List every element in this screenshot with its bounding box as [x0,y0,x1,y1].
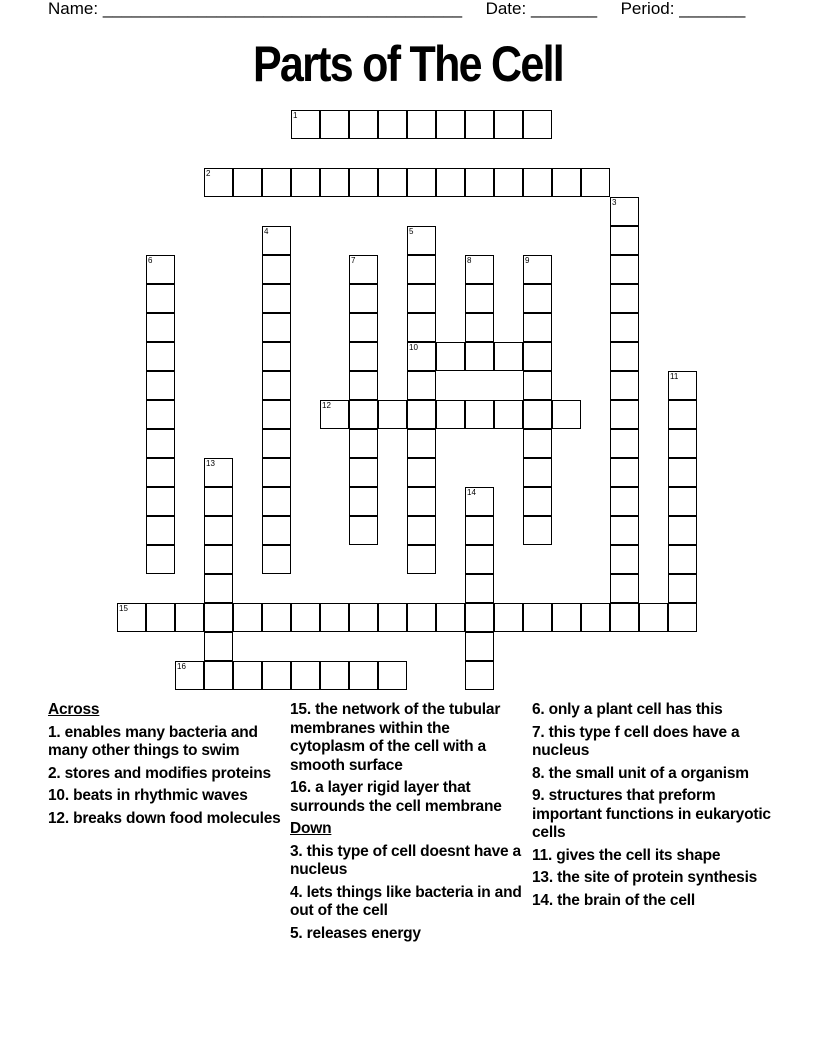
crossword-cell[interactable] [610,313,639,342]
cell-number: 2 [206,169,211,178]
crossword-cell[interactable] [320,168,349,197]
clue-number: 16. [290,779,311,796]
clue-across-12 [48,810,283,829]
crossword-cell[interactable] [436,342,465,371]
crossword-cell[interactable] [668,371,697,400]
crossword-cell[interactable] [262,603,291,632]
crossword-cell[interactable] [349,487,378,516]
crossword-cell[interactable] [581,168,610,197]
clue-down-4 [290,884,526,921]
crossword-cell[interactable] [465,545,494,574]
clue-text: the small unit of a organism [548,764,749,782]
clue-number: 3. [290,842,303,860]
crossword-cell[interactable] [262,400,291,429]
clue-text: only a plant cell has this [548,701,723,718]
crossword-cell[interactable] [117,603,146,632]
clue-number: 14. [532,891,553,909]
crossword-cell[interactable] [407,545,436,574]
crossword-cell[interactable] [407,458,436,487]
clue-across-10 [48,787,283,806]
clue-down-14 [532,892,777,911]
cell-number: 5 [409,227,414,236]
crossword-cell[interactable] [407,226,436,255]
crossword-cell[interactable] [465,661,494,690]
crossword-cell[interactable] [407,429,436,458]
crossword-cell[interactable] [349,110,378,139]
crossword-cell[interactable] [349,400,378,429]
clue-text: releases energy [306,924,421,942]
crossword-cell[interactable] [146,371,175,400]
crossword-cell[interactable] [465,632,494,661]
clue-across-1 [48,724,283,761]
crossword-cell[interactable] [320,661,349,690]
crossword-cell[interactable] [262,255,291,284]
crossword-cell[interactable] [523,400,552,429]
clue-down-6 [532,701,777,720]
crossword-cell[interactable] [291,168,320,197]
crossword-cell[interactable] [610,255,639,284]
cell-number: 12 [322,401,331,410]
crossword-cell[interactable] [262,487,291,516]
crossword-cell[interactable] [668,429,697,458]
crossword-cell[interactable] [610,458,639,487]
crossword-cell[interactable] [610,545,639,574]
crossword-cell[interactable] [262,168,291,197]
crossword-cell[interactable] [465,110,494,139]
crossword-cell[interactable] [262,226,291,255]
clue-number: 6. [532,701,545,718]
clue-text: lets things like bacteria in and out of the cell [290,883,522,919]
crossword-cell[interactable] [523,255,552,284]
clue-text: the brain of the cell [557,891,695,909]
crossword-cell[interactable] [378,603,407,632]
crossword-cell[interactable] [146,516,175,545]
clue-down-3 [290,843,526,880]
crossword-cell[interactable] [668,574,697,603]
crossword-cell[interactable] [668,603,697,632]
crossword-cell[interactable] [407,371,436,400]
clue-text: the network of the tubular membranes within the cytoplasm of the cell with a smooth surface [290,701,501,774]
cell-number: 16 [177,662,186,671]
crossword-cell[interactable] [262,516,291,545]
crossword-cell[interactable] [320,400,349,429]
crossword-cell[interactable] [407,168,436,197]
clue-number: 4. [290,883,303,901]
crossword-cell[interactable] [262,661,291,690]
crossword-cell[interactable] [146,603,175,632]
clue-text: this type f cell does have a nucleus [532,723,740,759]
crossword-cell[interactable] [204,487,233,516]
crossword-cell[interactable] [610,371,639,400]
crossword-cell[interactable] [349,313,378,342]
cell-number: 3 [612,198,617,207]
crossword-cell[interactable] [523,516,552,545]
crossword-cell[interactable] [465,284,494,313]
crossword-cell[interactable] [349,284,378,313]
clue-down-8 [532,765,777,784]
clue-number: 11. [532,846,553,864]
crossword-cell[interactable] [494,168,523,197]
crossword-cell[interactable] [262,342,291,371]
clue-text: beats in rhythmic waves [73,787,248,804]
crossword-cell[interactable] [610,516,639,545]
crossword-cell[interactable] [581,603,610,632]
clue-number: 5. [290,924,303,942]
clue-number: 8. [532,764,545,782]
cell-number: 7 [351,256,356,265]
crossword-cell[interactable] [465,603,494,632]
crossword-cell[interactable] [610,342,639,371]
clue-down-7 [532,724,777,761]
cell-number: 13 [206,459,215,468]
clue-text: stores and modifies proteins [64,764,271,782]
clue-text: a layer rigid layer that surrounds the cell membrane [290,779,502,815]
crossword-cell[interactable] [291,110,320,139]
crossword-cell[interactable] [204,516,233,545]
crossword-cell[interactable] [436,603,465,632]
crossword-cell[interactable] [349,516,378,545]
date-blank[interactable]: _______ [530,0,598,18]
crossword-cell[interactable] [378,400,407,429]
crossword-cell[interactable] [320,603,349,632]
crossword-cell[interactable] [262,313,291,342]
crossword-cell[interactable] [349,168,378,197]
cell-number: 6 [148,256,153,265]
crossword-cell[interactable] [523,429,552,458]
crossword-cell[interactable] [407,284,436,313]
crossword-cell[interactable] [610,284,639,313]
cell-number: 14 [467,488,476,497]
crossword-cell[interactable] [465,574,494,603]
crossword-cell[interactable] [233,603,262,632]
crossword-cell[interactable] [204,632,233,661]
date-label: Date: [485,0,527,18]
crossword-cell[interactable] [291,661,320,690]
crossword-cell[interactable] [146,400,175,429]
crossword-cell[interactable] [146,429,175,458]
crossword-cell[interactable] [378,661,407,690]
crossword-cell[interactable] [204,545,233,574]
crossword-cell[interactable] [204,603,233,632]
crossword-cell[interactable] [610,197,639,226]
crossword-cell[interactable] [146,545,175,574]
crossword-cell[interactable] [436,400,465,429]
cell-number: 15 [119,604,128,613]
clue-across-15 [290,701,526,775]
crossword-cell[interactable] [320,110,349,139]
crossword-cell[interactable] [262,545,291,574]
cell-number: 11 [670,372,679,381]
crossword-cell[interactable] [523,603,552,632]
crossword-cell[interactable] [523,168,552,197]
clue-text: the site of protein synthesis [557,869,758,886]
crossword-cell[interactable] [668,545,697,574]
crossword-cell[interactable] [233,168,262,197]
clue-number: 12. [48,809,69,827]
crossword-cell[interactable] [494,110,523,139]
crossword-cell[interactable] [610,400,639,429]
clue-text: enables many bacteria and many other things to swim [48,723,258,759]
across-heading: Across [48,701,100,718]
crossword-cell[interactable] [146,255,175,284]
crossword-cell[interactable] [523,110,552,139]
crossword-cell[interactable] [378,168,407,197]
crossword-cell[interactable] [349,603,378,632]
crossword-cell[interactable] [639,603,668,632]
crossword-cell[interactable] [262,371,291,400]
crossword-cell[interactable] [262,429,291,458]
clue-down-13 [532,869,777,888]
name-blank[interactable]: ______________________________________ [102,0,463,18]
crossword-cell[interactable] [610,487,639,516]
clue-down-5 [290,925,526,944]
crossword-cell[interactable] [204,574,233,603]
page-title: Parts of The Cell [252,36,564,92]
crossword-cell[interactable] [349,342,378,371]
crossword-cell[interactable] [465,400,494,429]
crossword-cell[interactable] [349,371,378,400]
crossword-cell[interactable] [291,603,320,632]
clue-text: structures that preform important functions in eukaryotic cells [532,787,771,841]
crossword-cell[interactable] [349,661,378,690]
crossword-cell[interactable] [146,458,175,487]
crossword-cell[interactable] [407,516,436,545]
crossword-cell[interactable] [349,458,378,487]
crossword-cell[interactable] [146,284,175,313]
crossword-cell[interactable] [465,516,494,545]
crossword-cell[interactable] [204,661,233,690]
crossword-cell[interactable] [262,284,291,313]
clue-number: 1. [48,723,61,741]
crossword-cell[interactable] [407,110,436,139]
crossword-cell[interactable] [494,342,523,371]
clue-down-9 [532,787,777,843]
crossword-cell[interactable] [146,487,175,516]
clue-number: 15. [290,701,311,718]
crossword-cell[interactable] [523,371,552,400]
crossword-cell[interactable] [407,255,436,284]
crossword-cell[interactable] [610,226,639,255]
crossword-cell[interactable] [175,661,204,690]
crossword-cell[interactable] [407,487,436,516]
crossword-cell[interactable] [407,313,436,342]
crossword-cell[interactable] [407,400,436,429]
crossword-cell[interactable] [349,255,378,284]
crossword-cell[interactable] [436,110,465,139]
period-label: Period: [620,0,675,18]
crossword-cell[interactable] [465,487,494,516]
crossword-cell[interactable] [262,458,291,487]
crossword-cell[interactable] [436,168,465,197]
crossword-cell[interactable] [610,429,639,458]
crossword-cell[interactable] [523,342,552,371]
clue-across-2 [48,765,283,784]
crossword-cell[interactable] [668,516,697,545]
clue-number: 2. [48,764,61,782]
crossword-cell[interactable] [668,400,697,429]
clue-column-1 [48,701,283,832]
crossword-cell[interactable] [349,429,378,458]
crossword-cell[interactable] [552,168,581,197]
crossword-cell[interactable] [494,603,523,632]
crossword-cell[interactable] [146,313,175,342]
clue-text: breaks down food molecules [73,809,281,827]
clue-column-2 [290,701,526,947]
clue-number: 9. [532,787,545,804]
clue-column-3 [532,701,777,914]
name-label: Name: [48,0,99,18]
crossword-cell[interactable] [552,400,581,429]
crossword-cell[interactable] [523,313,552,342]
crossword-cell[interactable] [494,400,523,429]
crossword-cell[interactable] [465,168,494,197]
crossword-cell[interactable] [146,342,175,371]
crossword-cell[interactable] [523,487,552,516]
clue-across-16 [290,779,526,816]
crossword-cell[interactable] [523,458,552,487]
cell-number: 10 [409,343,418,352]
crossword-cell[interactable] [407,342,436,371]
clue-down-11 [532,847,777,866]
crossword-cell[interactable] [668,487,697,516]
period-blank[interactable]: _______ [679,0,746,18]
crossword-cell[interactable] [523,284,552,313]
crossword-cell[interactable] [204,168,233,197]
crossword-cell[interactable] [233,661,262,690]
crossword-cell[interactable] [175,603,204,632]
crossword-cell[interactable] [552,603,581,632]
crossword-cell[interactable] [204,458,233,487]
clue-number: 7. [532,723,545,741]
clue-text: this type of cell doesnt have a nucleus [290,842,521,878]
crossword-cell[interactable] [668,458,697,487]
crossword-cell[interactable] [465,255,494,284]
crossword-cell[interactable] [610,603,639,632]
crossword-cell[interactable] [610,574,639,603]
crossword-cell[interactable] [465,313,494,342]
cell-number: 1 [293,111,298,120]
clue-number: 13. [532,869,553,886]
crossword-cell[interactable] [407,603,436,632]
crossword-cell[interactable] [378,110,407,139]
clue-number: 10. [48,787,69,804]
crossword-cell[interactable] [465,342,494,371]
cell-number: 8 [467,256,472,265]
down-heading: Down [290,820,332,837]
cell-number: 9 [525,256,530,265]
cell-number: 4 [264,227,269,236]
clue-text: gives the cell its shape [556,846,721,864]
